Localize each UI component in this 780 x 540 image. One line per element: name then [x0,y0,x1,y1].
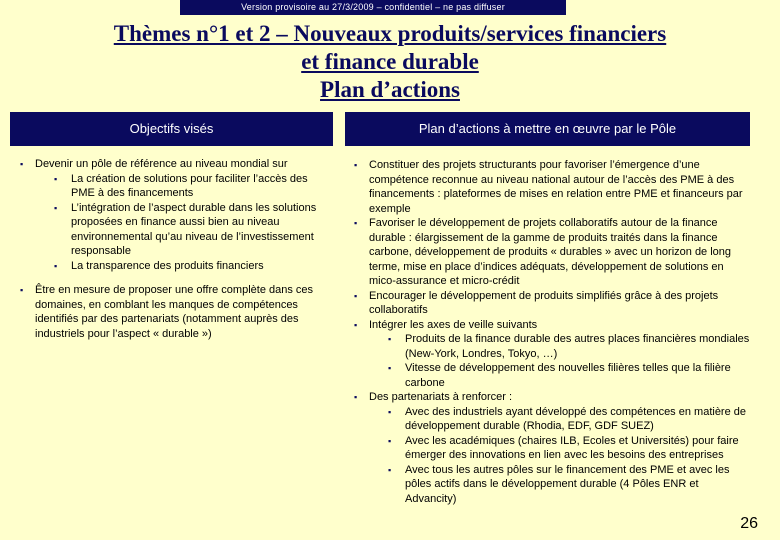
bullet-icon: ▪ [54,260,58,271]
bullet-icon: ▪ [388,363,392,373]
sub-list-item [369,332,752,361]
action-plan-column [346,158,752,506]
list-item-text: Intégrer les axes de veille suivants [369,318,538,331]
bullet-icon: ▪ [354,160,358,170]
bullet-icon: ▪ [388,334,392,344]
bullet-icon: ▪ [388,435,392,446]
list-item-text: Favoriser le développement de projets collaboratifs autour de la finance durable : élargissement de la gamme de produits traités dans la finance carbone, développement de produits « durables » avec un horizon de long terme, mise en place d’indices adéquats, développement de solutions en mico-assurance et micro-crédit [369,217,732,287]
objectives-column [12,157,324,341]
list-item-text: Être en mesure de proposer une offre complète dans ces domaines, en comblant les manques de compétences identifiés par des partenariats (notamment auprès des industriels pour l’aspect « durable ») [35,284,314,340]
list-item [12,283,324,341]
sub-list-item [369,434,752,463]
sub-list-item [35,201,324,259]
bullet-icon: ▪ [354,392,358,402]
sub-list-item [35,259,324,274]
sub-list-item-text: Avec des industriels ayant développé des compétences en matière de développement durable (Rhodia, EDF, GDF SUEZ) [405,405,747,432]
list-item-text: Constituer des projets structurants pour favoriser l’émergence d’une compétence reconnue au niveau national autour de l’accès des PME à des financements : plateformes de mises en relation entre PME et financeurs par exemple [369,159,743,215]
sub-list-item-text: Avec les académiques (chaires ILB, Ecoles et Universités) pour faire émerger des innovations en lien avec les besoins des entreprises [405,434,739,461]
bullet-icon: ▪ [54,173,58,184]
sub-list-item-text: La création de solutions pour faciliter l’accès des PME à des financements [71,172,308,199]
objectives-header: Objectifs visés [10,112,333,146]
list-item [346,158,752,216]
bullet-icon: ▪ [388,406,392,417]
title-line-2: et finance durable [301,49,479,74]
sub-list-item-text: L’intégration de l’aspect durable dans les solutions proposées en finance aussi bien au niveau environnemental qu’au niveau de l’investissement responsable [71,201,317,257]
list-item-text: Encourager le développement de produits simplifiés grâce à des projets collaboratifs [369,289,719,316]
bullet-icon: ▪ [388,464,392,475]
list-item [346,390,752,405]
bullet-icon: ▪ [354,319,358,330]
sub-list-item [35,172,324,201]
sub-list-item [369,463,752,507]
sub-list-item-text: Vitesse de développement des nouvelles filières telles que la filière carbone [405,362,731,389]
sub-list-item [369,405,752,434]
title-line-1: Thèmes n°1 et 2 – Nouveaux produits/services financiers [113,21,667,46]
page-title [60,20,720,104]
list-item [346,318,752,333]
title-line-3: Plan d’actions [320,77,460,102]
list-item-text: Des partenariats à renforcer : [369,391,513,403]
bullet-icon: ▪ [20,285,24,295]
sub-list-item-text: Avec tous les autres pôles sur le financement des PME et avec les pôles actifs dans le développement durable (4 Pôles ENR et Advancity) [405,463,730,505]
bullet-icon: ▪ [354,218,358,228]
bullet-icon: ▪ [20,159,24,169]
list-item [346,216,752,289]
sub-list-item [369,361,752,390]
page-number: 26 [740,515,758,532]
list-item-text: Devenir un pôle de référence au niveau mondial sur [35,158,288,170]
list-item [346,289,752,318]
sub-list-item-text: La transparence des produits financiers [71,259,264,272]
sub-list-item-text: Produits de la finance durable des autres places financières mondiales (New-York, Londres, Tokyo, …) [405,333,750,360]
confidential-banner: Version provisoire au 27/3/2009 – confidentiel – ne pas diffuser [180,0,566,15]
bullet-icon: ▪ [54,202,58,213]
bullet-icon: ▪ [354,290,358,301]
action-plan-header: Plan d’actions à mettre en œuvre par le Pôle [345,112,750,146]
list-item [12,157,324,172]
